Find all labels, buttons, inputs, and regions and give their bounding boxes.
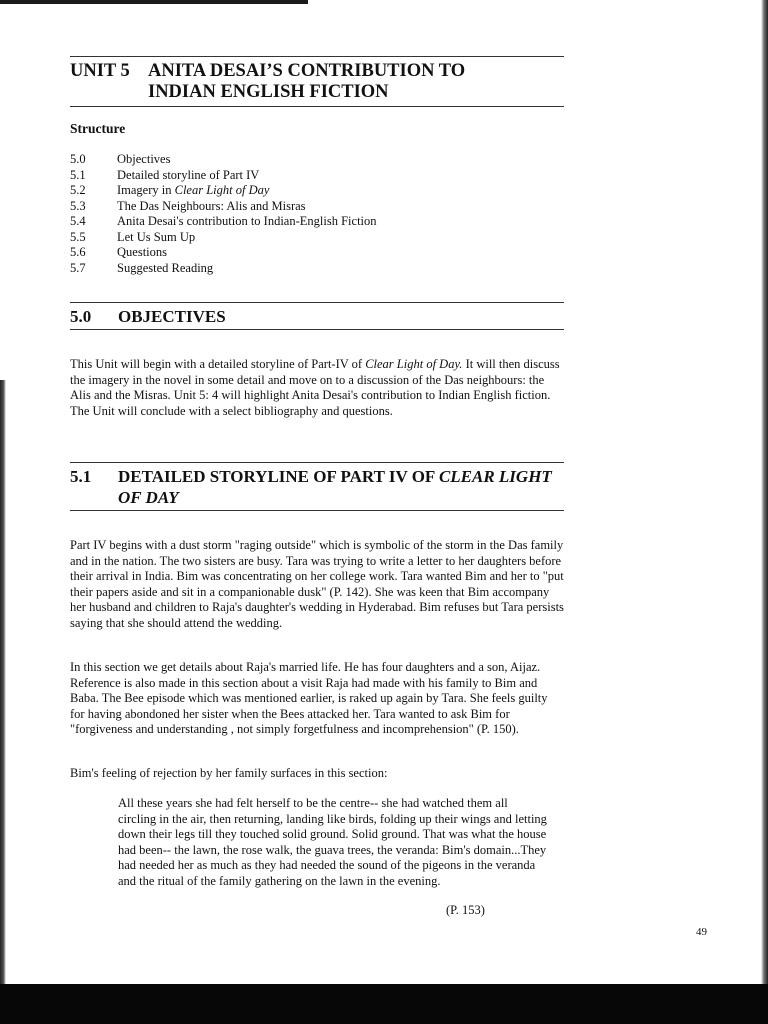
toc-text: Objectives xyxy=(117,152,171,166)
list-item xyxy=(70,245,377,261)
toc-text: Suggested Reading xyxy=(117,260,214,275)
list-item xyxy=(70,261,377,277)
toc-num: 5.2 xyxy=(70,183,86,197)
list-item xyxy=(70,199,377,215)
heading-rule-bottom xyxy=(70,106,564,107)
unit-title xyxy=(70,57,564,103)
section-number: 5.1 xyxy=(70,467,92,486)
toc-num: 5.1 xyxy=(70,167,86,182)
toc-text: Let Us Sum Up xyxy=(117,229,196,244)
toc-num: 5.7 xyxy=(70,260,86,275)
storyline-paragraph-1: Part IV begins with a dust storm "raging outside" which is symbolic of the storm in the Das family and in the nation. The two sisters are busy. Tara was trying to write a letter to her daughters before their arrival in India. Bim was concentrating on her college work. Tara wanted Bim and her to "put their papers aside and sit in a companionable dusk" (P. 142). She was keen that Bim accompany her husband and children to Raja's daughter's wedding in Hyderabad. Bim refuses but Tara persists saying that she should attend the wedding. xyxy=(70,538,564,630)
toc-text: Detailed storyline of Part IV xyxy=(117,167,260,182)
toc-num: 5.0 xyxy=(70,152,86,166)
toc-num: 5.5 xyxy=(70,229,86,244)
scan-bottom-band xyxy=(0,984,768,1024)
toc-text: Questions xyxy=(117,245,167,259)
toc-num: 5.6 xyxy=(70,245,86,259)
para-text: It will then discuss the imagery in the novel in some detail and move on to a discussion of the Das neighbours: the Alis and the Misras. Unit 5: 4 will highlight Anita Desai's contribution to Indian English fiction. The Unit will conclude with a select bibliography and questions. xyxy=(70,357,560,418)
storyline-paragraph-2: In this section we get details about Raja's married life. He has four daughters and a son, Aijaz. Reference is also made in this section about a visit Raja had made with his family to Bim and Baba. The Bee episode which was mentioned earlier, is raked up again by Tara. She feels guilty for having abondoned her sister when the Bees attacked her. Tara wanted to ask Bim for "forgiveness and understanding , not simply forgetfulness and incomprehension" (P. 150). xyxy=(70,660,548,737)
scan-right-shadow xyxy=(761,0,768,1024)
list-item xyxy=(70,214,377,230)
unit-number: UNIT 5 xyxy=(70,61,130,81)
toc-text: The Das Neighbours: Alis and Misras xyxy=(117,198,306,213)
block-quote: All these years she had felt herself to be the centre-- she had watched them all circling in the air, then returning, landing like birds, folding up their wings and letting down their legs till they touched solid ground. Solid ground. That was what the house had been-- the lawn, the rose walk, the guava trees, the veranda: Bim's domain...They had needed her as much as they had needed the sound of the pigeons in the veranda and the ritual of the family gathering on the lawn in the evening. xyxy=(118,796,547,888)
section-heading-storyline xyxy=(70,462,564,511)
section-title xyxy=(70,463,564,510)
list-item xyxy=(70,168,377,184)
objectives-paragraph xyxy=(70,357,564,419)
toc-num: 5.3 xyxy=(70,198,86,213)
para-italic: Clear Light of Day. xyxy=(365,357,463,371)
top-edge-rule xyxy=(0,0,308,4)
toc-text-italic: Clear Light of Day xyxy=(174,183,270,197)
section-title-text: OBJECTIVES xyxy=(118,307,226,326)
unit-heading xyxy=(70,56,564,107)
list-item xyxy=(70,152,377,168)
section-title-text xyxy=(118,466,564,508)
structure-list xyxy=(70,152,377,276)
toc-text: Anita Desai's contribution to Indian-English Fiction xyxy=(117,214,377,228)
toc-text xyxy=(117,183,269,199)
toc-num: 5.4 xyxy=(70,214,86,228)
page-number: 49 xyxy=(696,926,707,938)
scan-left-shadow xyxy=(0,380,6,1000)
section-heading-objectives xyxy=(70,302,564,330)
structure-label: Structure xyxy=(70,121,126,136)
section-title-italic: CLEAR LIGHT OF DAY xyxy=(118,467,552,507)
list-item xyxy=(70,183,377,199)
section-title-plain: DETAILED STORYLINE OF PART IV OF xyxy=(118,467,439,486)
toc-text-plain: Imagery in xyxy=(117,183,175,197)
section-rule-bottom xyxy=(70,510,564,511)
list-item xyxy=(70,230,377,246)
section-number: 5.0 xyxy=(70,307,92,326)
section-rule-bottom xyxy=(70,329,564,330)
unit-title-line1: ANITA DESAI’S CONTRIBUTION TO xyxy=(148,61,466,81)
quote-reference: (P. 153) xyxy=(446,903,485,917)
storyline-paragraph-3: Bim's feeling of rejection by her family surfaces in this section: xyxy=(70,766,388,780)
para-text: This Unit will begin with a detailed storyline of Part-IV of xyxy=(70,357,366,371)
unit-title-line2: INDIAN ENGLISH FICTION xyxy=(148,82,389,102)
section-title xyxy=(70,303,564,329)
